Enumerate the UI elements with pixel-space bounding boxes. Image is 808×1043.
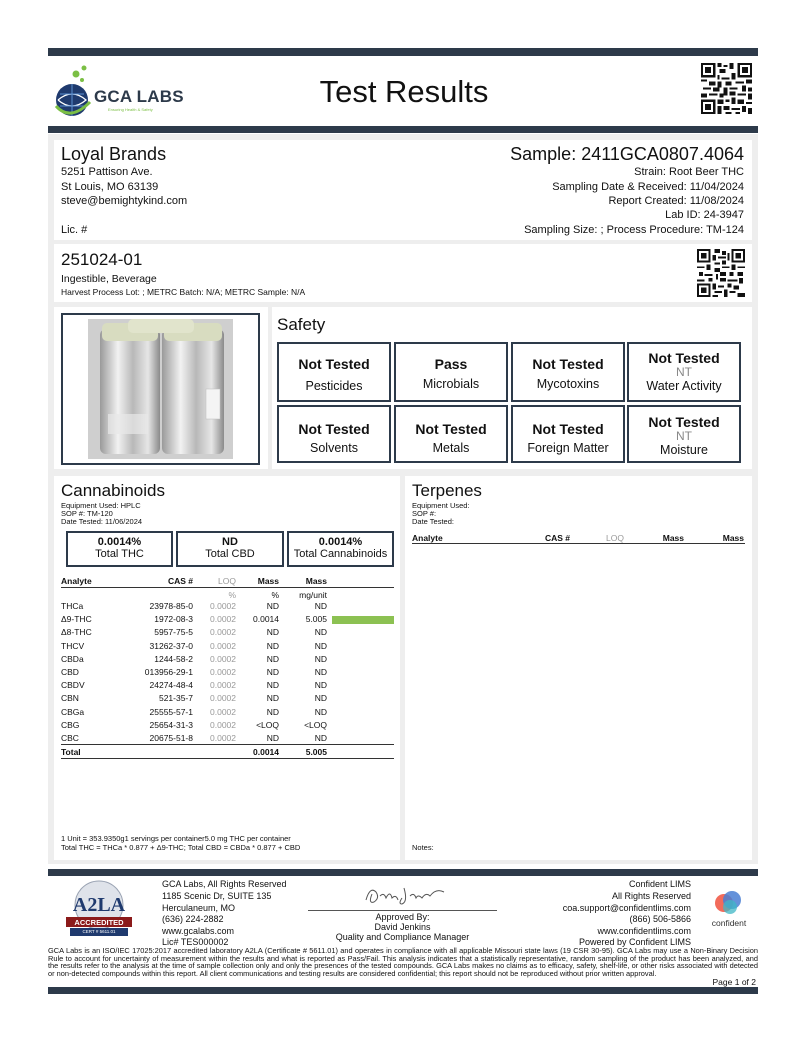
row-loq: 0.0002 — [210, 719, 236, 730]
cannabinoids-sop: SOP #: TM-120 — [61, 509, 113, 518]
signature-icon — [360, 880, 450, 908]
row-cas: 24274-48-4 — [149, 680, 193, 691]
row-analyte: THCV — [61, 640, 85, 651]
safety-label: Foreign Matter — [527, 441, 609, 455]
lab-line-1: GCA Labs, All Rights Reserved — [162, 879, 287, 889]
row-loq: 0.0002 — [210, 667, 236, 677]
unit-mass-mg: mg/unit — [299, 590, 327, 600]
page-number: Page 1 of 2 — [712, 977, 756, 987]
terp-col-mass-1: Mass — [662, 533, 684, 543]
row-mass-mg: ND — [314, 680, 327, 691]
total-thc-box — [66, 531, 173, 567]
row-mass-mg: ND — [314, 640, 327, 651]
row-analyte: THCa — [61, 601, 84, 611]
confident-logo-icon — [713, 889, 745, 917]
client-license: Lic. # — [61, 224, 88, 236]
unit-mass-pct: % — [271, 590, 279, 600]
safety-label: Microbials — [422, 377, 480, 391]
row-analyte: CBN — [61, 693, 79, 704]
safety-title: Safety — [277, 315, 326, 334]
row-cas: 1244-58-2 — [154, 653, 193, 664]
row-mass-pct: ND — [266, 653, 279, 664]
safety-box-foreign-matter — [511, 405, 625, 463]
unit-note: 1 Unit = 353.9350g1 servings per container5.0 mg THC per container — [61, 834, 291, 843]
row-mass-mg: ND — [314, 706, 327, 717]
total-row-label: Total — [61, 747, 81, 757]
approver-title: Quality and Compliance Manager — [335, 932, 470, 942]
safety-box-water-activity — [627, 342, 741, 402]
total-thc-value: 0.0014% — [97, 536, 142, 548]
safety-status: Not Tested — [648, 350, 720, 366]
row-analyte: CBDa — [61, 653, 84, 664]
approver-name: David Jenkins — [374, 922, 431, 932]
safety-box-solvents — [277, 405, 391, 463]
row-mass-pct: ND — [266, 667, 279, 677]
row-analyte: CBGa — [61, 706, 85, 717]
row-analyte: CBG — [61, 719, 80, 730]
row-analyte: Δ9-THC — [61, 614, 92, 625]
row-cas: 31262-37-0 — [149, 640, 193, 651]
row-mass-pct: ND — [266, 693, 279, 704]
client-address-1: 5251 Pattison Ave. — [61, 166, 153, 178]
table-bottom-rule — [61, 758, 394, 759]
footer-top-rule — [48, 869, 758, 876]
logo-tagline: Ensuring Health & Safety — [108, 107, 153, 112]
product-type: Ingestible, Beverage — [61, 273, 157, 285]
safety-label: Moisture — [660, 443, 708, 457]
row-cas: 521-35-7 — [158, 693, 193, 704]
lims-line-2: All Rights Reserved — [611, 891, 691, 901]
cannabinoids-date: Date Tested: 11/06/2024 — [61, 517, 143, 526]
safety-label: Mycotoxins — [536, 377, 600, 391]
top-rule — [48, 48, 758, 56]
table-total-rule — [61, 744, 394, 745]
row-cas: 25654-31-3 — [149, 719, 193, 730]
terp-col-loq: LOQ — [606, 533, 624, 543]
row-cas: 20675-51-8 — [149, 733, 193, 743]
lab-line-4: (636) 224-2882 — [162, 914, 224, 924]
page-title: Test Results — [319, 74, 489, 109]
approved-by: Approved By: — [375, 912, 430, 922]
sampling-size: Sampling Size: ; Process Procedure: TM-124 — [524, 224, 744, 236]
total-cannabinoids-box — [287, 531, 394, 567]
sampling-date: Sampling Date & Received: 11/04/2024 — [552, 181, 744, 193]
safety-box-moisture — [627, 405, 741, 463]
product-photo-cans — [88, 319, 233, 459]
row-analyte: Δ8-THC — [61, 627, 92, 638]
safety-box-metals — [394, 405, 508, 463]
terp-col-cas: CAS # — [544, 533, 570, 543]
row-loq: 0.0002 — [210, 680, 236, 691]
safety-box-pesticides — [277, 342, 391, 402]
row-loq: 0.0002 — [210, 627, 236, 638]
svg-text:A2LA: A2LA — [72, 894, 126, 916]
badge-text: ACCREDITED — [74, 918, 124, 927]
sample-strain: Strain: Root Beer THC — [634, 166, 744, 178]
lims-line-4: (866) 506-5866 — [629, 914, 691, 924]
row-mass-pct: ND — [266, 680, 279, 691]
row-loq: 0.0002 — [210, 653, 236, 664]
row-cas: 5957-75-5 — [154, 627, 193, 638]
safety-status: Not Tested — [298, 356, 370, 372]
row-analyte: CBD — [61, 667, 79, 677]
cannabinoids-title: Cannabinoids — [61, 481, 165, 500]
terpenes-notes: Notes: — [412, 843, 434, 852]
total-cbd-box — [176, 531, 284, 567]
row-mass-mg: ND — [314, 667, 327, 677]
row-mass-pct: ND — [266, 733, 279, 743]
badge-cert: CERT # 5611.01 — [82, 929, 116, 934]
row-loq: 0.0002 — [210, 640, 236, 651]
terp-col-mass-2: Mass — [722, 533, 744, 543]
safety-box-mycotoxins — [511, 342, 625, 402]
batch-qr-code-icon — [697, 249, 745, 297]
total-row-pct: 0.0014 — [253, 747, 279, 757]
safety-label: Water Activity — [646, 379, 722, 393]
safety-sub: NT — [676, 429, 692, 443]
row-loq: 0.0002 — [210, 614, 236, 625]
col-mass-mg: Mass — [305, 576, 327, 586]
terpenes-title: Terpenes — [412, 481, 482, 500]
terp-header-rule — [412, 543, 745, 544]
total-cannabinoids-value: 0.0014% — [318, 536, 363, 548]
row-loq: 0.0002 — [210, 693, 236, 704]
total-thc-label: Total THC — [95, 548, 144, 560]
signature-name — [375, 890, 381, 891]
safety-label: Metals — [432, 441, 470, 455]
col-loq: LOQ — [218, 576, 236, 586]
client-name: Loyal Brands — [61, 144, 167, 164]
row-mass-pct: 0.0014 — [253, 614, 279, 625]
row-mass-mg: ND — [314, 733, 327, 743]
row-mass-mg: ND — [314, 627, 327, 638]
total-cbd-value: ND — [222, 536, 238, 548]
row-mass-mg: ND — [314, 693, 327, 704]
row-result-bar — [332, 616, 394, 624]
total-cannabinoids-label: Total Cannabinoids — [293, 548, 388, 560]
total-cbd-label: Total CBD — [205, 548, 255, 560]
lims-line-5: www.confidentlims.com — [597, 926, 691, 936]
row-mass-pct: ND — [266, 706, 279, 717]
total-row-mg: 5.005 — [305, 747, 327, 757]
harvest-info: Harvest Process Lot: ; METRC Batch: N/A; METRC Sample: N/A — [61, 287, 306, 297]
row-loq: 0.0002 — [210, 706, 236, 717]
safety-status: Not Tested — [298, 421, 370, 437]
row-cas: 25555-57-1 — [149, 706, 193, 717]
col-cas: CAS # — [167, 576, 193, 586]
lab-line-2: 1185 Scenic Dr, SUITE 135 — [162, 891, 272, 901]
sample-id: Sample: 2411GCA0807.4064 — [510, 144, 744, 164]
safety-status: Pass — [434, 356, 468, 372]
safety-status: Not Tested — [532, 356, 604, 372]
terp-col-analyte: Analyte — [412, 533, 443, 543]
lab-line-3: Herculaneum, MO — [162, 903, 236, 913]
signature-line — [308, 910, 497, 911]
col-analyte: Analyte — [61, 576, 92, 586]
row-cas: 013956-29-1 — [144, 667, 193, 677]
row-mass-pct: ND — [266, 627, 279, 638]
client-address-2: St Louis, MO 63139 — [61, 181, 159, 193]
lims-line-1: Confident LIMS — [628, 879, 691, 889]
row-mass-mg: 5.005 — [305, 614, 327, 625]
unit-loq: % — [228, 590, 236, 600]
terpenes-panel — [405, 476, 752, 860]
row-mass-mg: <LOQ — [304, 719, 327, 730]
batch-number: 251024-01 — [61, 250, 143, 269]
client-email: steve@bemightykind.com — [61, 195, 188, 207]
row-cas: 23978-85-0 — [149, 601, 193, 611]
terpenes-equipment: Equipment Used: — [412, 501, 470, 510]
terpenes-sop: SOP #: — [412, 509, 437, 518]
cannabinoids-equipment: Equipment Used: HPLC — [61, 501, 141, 510]
row-analyte: CBDV — [61, 680, 85, 691]
row-cas: 1972-08-3 — [154, 614, 193, 625]
logo-text: GCA LABS — [94, 87, 184, 106]
col-mass-pct: Mass — [257, 576, 279, 586]
safety-box-microbials — [394, 342, 508, 402]
safety-label: Pesticides — [305, 379, 363, 393]
terpenes-date: Date Tested: — [412, 517, 454, 526]
row-loq: 0.0002 — [210, 733, 236, 743]
qr-code-icon — [701, 63, 752, 114]
report-created: Report Created: 11/08/2024 — [608, 195, 744, 207]
confident-logo-text: confident — [711, 918, 747, 928]
row-mass-mg: ND — [314, 653, 327, 664]
row-mass-pct: <LOQ — [256, 719, 279, 730]
header-rule — [48, 126, 758, 133]
footer-bottom-rule — [48, 987, 758, 994]
row-mass-pct: ND — [266, 601, 279, 611]
safety-status: Not Tested — [648, 414, 720, 430]
safety-sub: NT — [676, 365, 692, 379]
total-formula-note: Total THC = THCa * 0.877 + Δ9-THC; Total CBD = CBDa * 0.877 + CBD — [61, 843, 301, 852]
safety-label: Solvents — [310, 441, 358, 455]
row-loq: 0.0002 — [210, 601, 236, 611]
row-mass-mg: ND — [314, 601, 327, 611]
safety-status: Not Tested — [532, 421, 604, 437]
safety-status: Not Tested — [415, 421, 487, 437]
lims-line-6: Powered by Confident LIMS — [578, 937, 691, 947]
lab-line-6: Lic# TES000002 — [162, 937, 229, 947]
lab-id: Lab ID: 24-3947 — [665, 209, 744, 221]
table-header-rule — [61, 587, 394, 588]
disclaimer: GCA Labs is an ISO/IEC 17025:2017 accredited laboratory A2LA (Certificate # 5611.01) and operates in compliance with all applicable Missouri state laws (19 CSR 30-95). GCA Labs may use a Non-Binary Decision Rule to account for uncertainty of measurement within the results and what is reported as Pass/Fail. This analysis indicates that a statistically representative, random sampling of the product has been analyzed, and the results refer to the analysis at the time of sample collection only and only the presences of the tested compounds. GCA Labs makes no claims as to efficacy, safety, shelf-life, or other risks associated with detected or non-detected compounds within this report. All client communications and testing results are considered confidential; this report should not be reproduced without prior written approval. — [48, 946, 758, 978]
row-analyte: CBC — [61, 733, 79, 743]
lims-line-3: coa.support@confidentlims.com — [562, 903, 691, 913]
lab-line-5: www.gcalabs.com — [162, 926, 235, 936]
row-mass-pct: ND — [266, 640, 279, 651]
